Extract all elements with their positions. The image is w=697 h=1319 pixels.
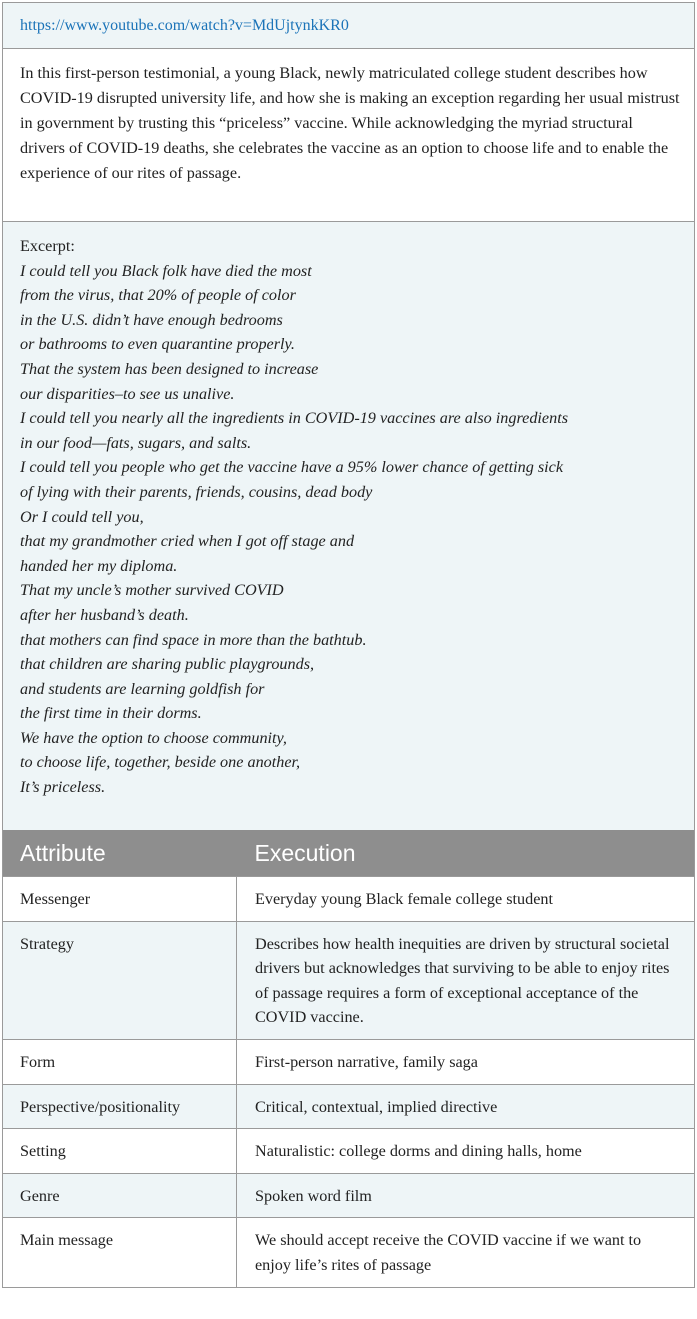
excerpt-line: I could tell you Black folk have died the most bbox=[20, 261, 312, 280]
execution-cell: Naturalistic: college dorms and dining halls, home bbox=[237, 1129, 695, 1174]
table-row bbox=[3, 877, 694, 922]
table-header-row bbox=[3, 830, 694, 877]
excerpt-line: that mothers can find space in more than the bathtub. bbox=[20, 630, 367, 649]
table-body bbox=[3, 877, 694, 1287]
excerpt-line: That my uncle’s mother survived COVID bbox=[20, 581, 284, 600]
table-row bbox=[3, 1084, 694, 1129]
document-frame bbox=[2, 2, 695, 1288]
excerpt-line: the first time in their dorms. bbox=[20, 704, 202, 723]
table-row bbox=[3, 1129, 694, 1174]
excerpt-line: handed her my diploma. bbox=[20, 556, 178, 575]
excerpt-label: Excerpt: bbox=[20, 237, 75, 255]
excerpt-line: I could tell you people who get the vaccine have a 95% lower chance of getting sick bbox=[20, 458, 564, 477]
excerpt-line: our disparities–to see us unalive. bbox=[20, 384, 235, 403]
execution-cell: We should accept receive the COVID vaccine if we want to enjoy life’s rites of passage bbox=[237, 1218, 695, 1287]
attribute-cell: Genre bbox=[3, 1173, 237, 1218]
execution-cell: Describes how health inequities are driven by structural societal drivers but acknowledges that surviving to be able to enjoy rites of passage requires a form of exceptional acceptance of the COVID vaccine. bbox=[237, 921, 695, 1039]
attribute-cell: Messenger bbox=[3, 877, 237, 922]
excerpt-line: that children are sharing public playgrounds, bbox=[20, 655, 315, 674]
execution-cell: First-person narrative, family saga bbox=[237, 1039, 695, 1084]
attribute-cell: Main message bbox=[3, 1218, 237, 1287]
excerpt-line: that my grandmother cried when I got off stage and bbox=[20, 532, 355, 551]
excerpt-line: We have the option to choose community, bbox=[20, 728, 287, 747]
excerpt-line: It’s priceless. bbox=[20, 778, 106, 797]
table-row bbox=[3, 1173, 694, 1218]
url-row bbox=[3, 3, 694, 49]
excerpt-lines bbox=[20, 259, 680, 800]
excerpt-line: after her husband’s death. bbox=[20, 605, 189, 624]
youtube-link[interactable]: https://www.youtube.com/watch?v=MdUjtynkKR0 bbox=[20, 17, 349, 34]
table-row bbox=[3, 1039, 694, 1084]
attribute-table bbox=[3, 830, 694, 1287]
table-row bbox=[3, 1218, 694, 1287]
attribute-cell: Perspective/positionality bbox=[3, 1084, 237, 1129]
attribute-cell: Strategy bbox=[3, 921, 237, 1039]
excerpt-line: from the virus, that 20% of people of color bbox=[20, 286, 296, 305]
execution-cell: Spoken word film bbox=[237, 1173, 695, 1218]
header-execution: Execution bbox=[237, 830, 695, 877]
header-attribute: Attribute bbox=[3, 830, 237, 877]
description-paragraph: In this first-person testimonial, a young Black, newly matriculated college student describes how COVID-19 disrupted university life, and how she is making an exception regarding her usual mistrust in government by trusting this “priceless” vaccine. While acknowledging the myriad structural drivers of COVID-19 deaths, she celebrates the vaccine as an option to choose life and to enable the experience of our rites of passage. bbox=[3, 49, 694, 222]
excerpt-line: in our food—fats, sugars, and salts. bbox=[20, 433, 252, 452]
excerpt-line: and students are learning goldfish for bbox=[20, 679, 265, 698]
excerpt-line: of lying with their parents, friends, cousins, dead body bbox=[20, 482, 373, 501]
excerpt-line: to choose life, together, beside one another, bbox=[20, 753, 301, 772]
excerpt-line: or bathrooms to even quarantine properly. bbox=[20, 335, 295, 354]
excerpt-line: Or I could tell you, bbox=[20, 507, 144, 526]
execution-cell: Everyday young Black female college student bbox=[237, 877, 695, 922]
excerpt-line: That the system has been designed to increase bbox=[20, 359, 319, 378]
attribute-cell: Form bbox=[3, 1039, 237, 1084]
excerpt-block bbox=[3, 222, 694, 830]
excerpt-line: I could tell you nearly all the ingredients in COVID-19 vaccines are also ingredients bbox=[20, 409, 569, 428]
table-row bbox=[3, 921, 694, 1039]
excerpt-line: in the U.S. didn’t have enough bedrooms bbox=[20, 310, 283, 329]
execution-cell: Critical, contextual, implied directive bbox=[237, 1084, 695, 1129]
attribute-cell: Setting bbox=[3, 1129, 237, 1174]
